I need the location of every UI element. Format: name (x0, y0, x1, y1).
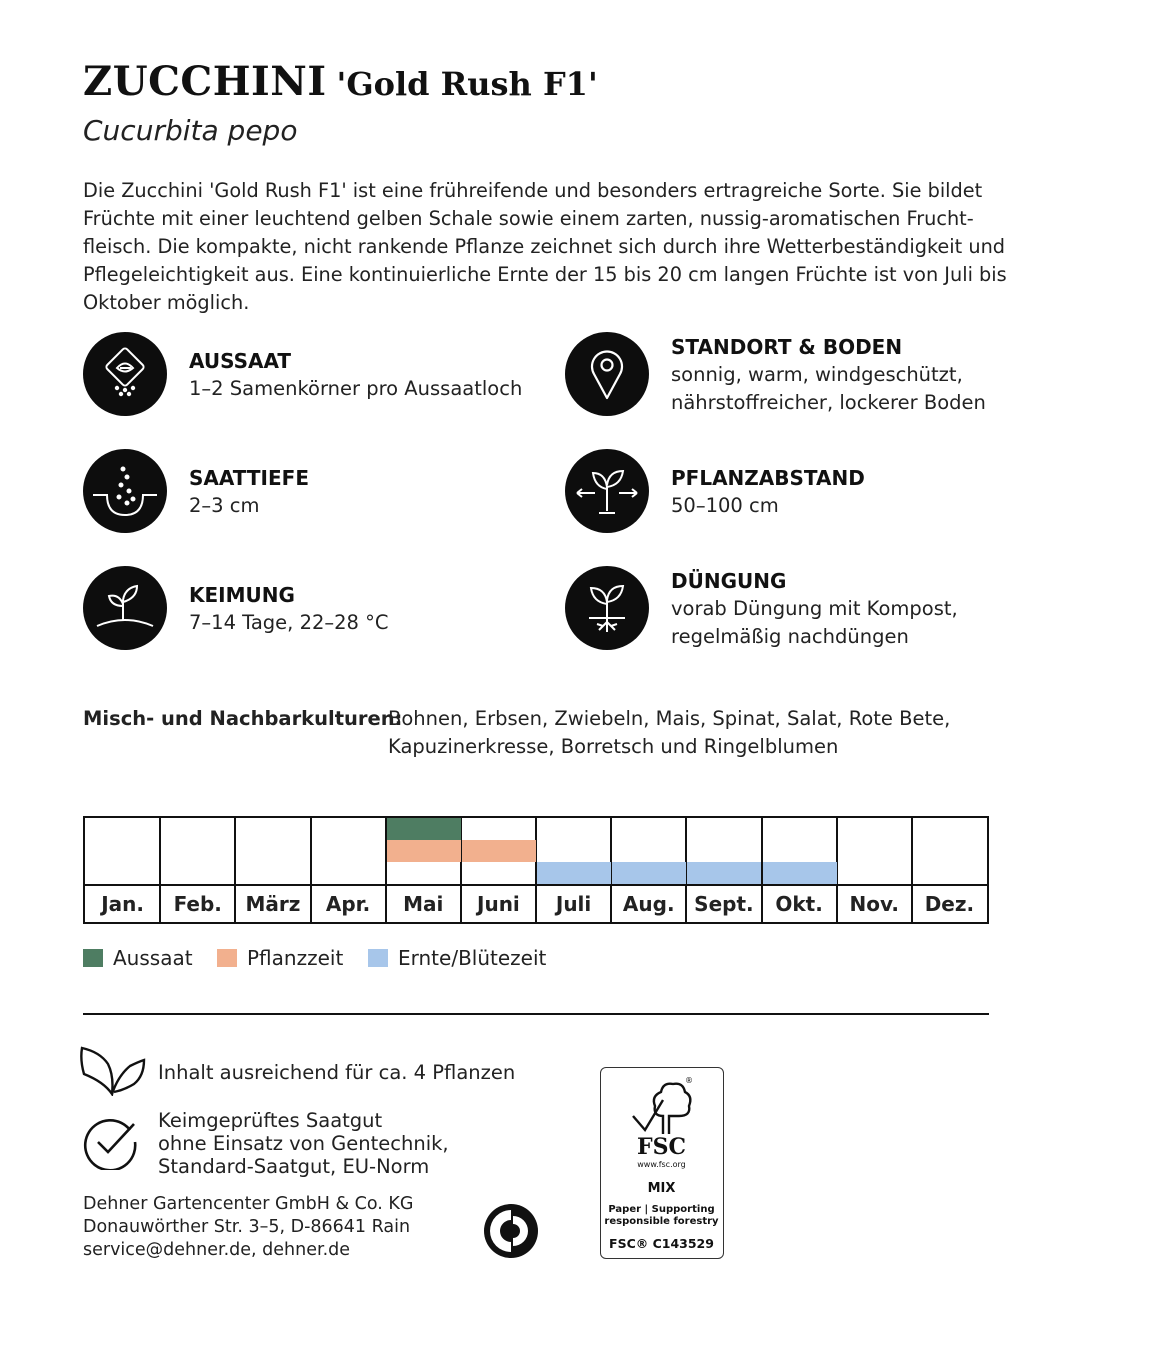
seed-packet-icon (83, 332, 167, 416)
calendar-bar-ernte-bl-tezeit (687, 862, 761, 884)
fsc-code: FSC® C143529 (609, 1236, 714, 1251)
info-text: regelmäßig nachdüngen (671, 625, 909, 648)
address-line: service@dehner.de, dehner.de (83, 1240, 351, 1260)
companion-line: Kapuzinerkresse, Borretsch und Ringelblumen (388, 735, 839, 758)
info-title: STANDORT & BODEN (671, 335, 903, 359)
fsc-paper-note (601, 1204, 722, 1228)
legend-label: Ernte/Blütezeit (398, 946, 547, 970)
month-label: Dez. (924, 892, 975, 916)
leaves-icon (78, 1044, 146, 1096)
info-text: 2–3 cm (189, 494, 260, 517)
legend-label: Pflanzzeit (247, 946, 344, 970)
month-label: Feb. (173, 892, 222, 916)
sowing-calendar (83, 816, 989, 924)
month-label: Mai (403, 892, 444, 916)
divider-line (83, 1013, 989, 1015)
info-text: 1–2 Samenkörner pro Aussaatloch (189, 377, 523, 400)
product-title (83, 58, 598, 105)
calendar-bar-ernte-bl-tezeit (763, 862, 837, 884)
checkmark-icon (82, 1114, 138, 1170)
companion-line: Bohnen, Erbsen, Zwiebeln, Mais, Spinat, Salat, Rote Bete, (388, 707, 951, 730)
legend-swatch (217, 949, 237, 967)
plant-roots-icon (565, 566, 649, 650)
month-label: Juni (477, 892, 520, 916)
calendar-bar-pflanzzeit (387, 840, 461, 862)
seeds-in-soil-icon (83, 449, 167, 533)
month-label: März (245, 892, 301, 916)
month-label: Juli (555, 892, 592, 916)
description-line: Oktober möglich. (83, 291, 250, 314)
calendar-bar-ernte-bl-tezeit (537, 862, 611, 884)
address-line: Donauwörther Str. 3–5, D-86641 Rain (83, 1217, 411, 1237)
calendar-bar-aussaat (387, 818, 461, 840)
plant-spacing-icon (565, 449, 649, 533)
content-note: Inhalt ausreichend für ca. 4 Pflanzen (158, 1061, 516, 1084)
legend-swatch (83, 949, 103, 967)
quality-line: ohne Einsatz von Gentechnik, (158, 1132, 449, 1155)
info-title: PFLANZABSTAND (671, 466, 865, 490)
quality-line: Keimgeprüftes Saatgut (158, 1109, 383, 1132)
legend-swatch (368, 949, 388, 967)
info-text: vorab Düngung mit Kompost, (671, 597, 958, 620)
green-dot-recycling-icon (482, 1202, 540, 1260)
fsc-brand: FSC (636, 1134, 687, 1160)
description-line: Pflegeleichtigkeit aus. Eine kontinuierliche Ernte der 15 bis 20 cm langen Früchte ist von Juli bis (83, 263, 1007, 286)
description (83, 177, 1007, 317)
month-label: Jan. (101, 892, 144, 916)
fsc-logo (600, 1067, 724, 1259)
info-title: DÜNGUNG (671, 569, 787, 593)
month-label: Sept. (694, 892, 754, 916)
address-line: Dehner Gartencenter GmbH & Co. KG (83, 1194, 414, 1214)
info-title: AUSSAAT (189, 349, 292, 373)
month-label: Nov. (849, 892, 899, 916)
fsc-paper-line: responsible forestry (604, 1216, 719, 1227)
title-main: ZUCCHINI (83, 58, 327, 105)
latin-name: Cucurbita pepo (83, 114, 298, 147)
info-text: 50–100 cm (671, 494, 779, 517)
company-address (83, 1193, 413, 1262)
calendar-bar-ernte-bl-tezeit (612, 862, 686, 884)
month-label: Aug. (622, 892, 675, 916)
description-line: Die Zucchini 'Gold Rush F1' ist eine frühreifende und besonders ertragreiche Sorte. Sie bildet (83, 179, 983, 202)
info-title: SAATTIEFE (189, 466, 309, 490)
legend-label: Aussaat (113, 946, 193, 970)
description-line: fleisch. Die kompakte, nicht rankende Pflanze zeichnet sich durch ihre Wetterbeständigkeit und (83, 235, 1006, 258)
calendar-bar-pflanzzeit (462, 840, 536, 862)
description-line: Früchte mit einer leuchtend gelben Schale sowie einem zarten, nussig-aromatischen Frucht- (83, 207, 974, 230)
registered-mark: ® (685, 1076, 693, 1085)
companion-label: Misch- und Nachbarkulturen: (83, 707, 403, 730)
info-title: KEIMUNG (189, 583, 295, 607)
fsc-mix: MIX (647, 1181, 676, 1196)
month-label: Apr. (325, 892, 371, 916)
month-label: Okt. (775, 892, 823, 916)
fsc-tree-icon (623, 1076, 699, 1136)
fsc-paper-line: Paper | Supporting (608, 1204, 715, 1215)
quality-line: Standard-Saatgut, EU-Norm (158, 1155, 430, 1178)
info-text: sonnig, warm, windgeschützt, (671, 363, 963, 386)
info-text: 7–14 Tage, 22–28 °C (189, 611, 389, 634)
location-pin-icon (565, 332, 649, 416)
info-text: nährstoffreicher, lockerer Boden (671, 391, 986, 414)
title-variety: 'Gold Rush F1' (336, 65, 598, 103)
sprout-icon (83, 566, 167, 650)
fsc-url: www.fsc.org (637, 1160, 686, 1169)
